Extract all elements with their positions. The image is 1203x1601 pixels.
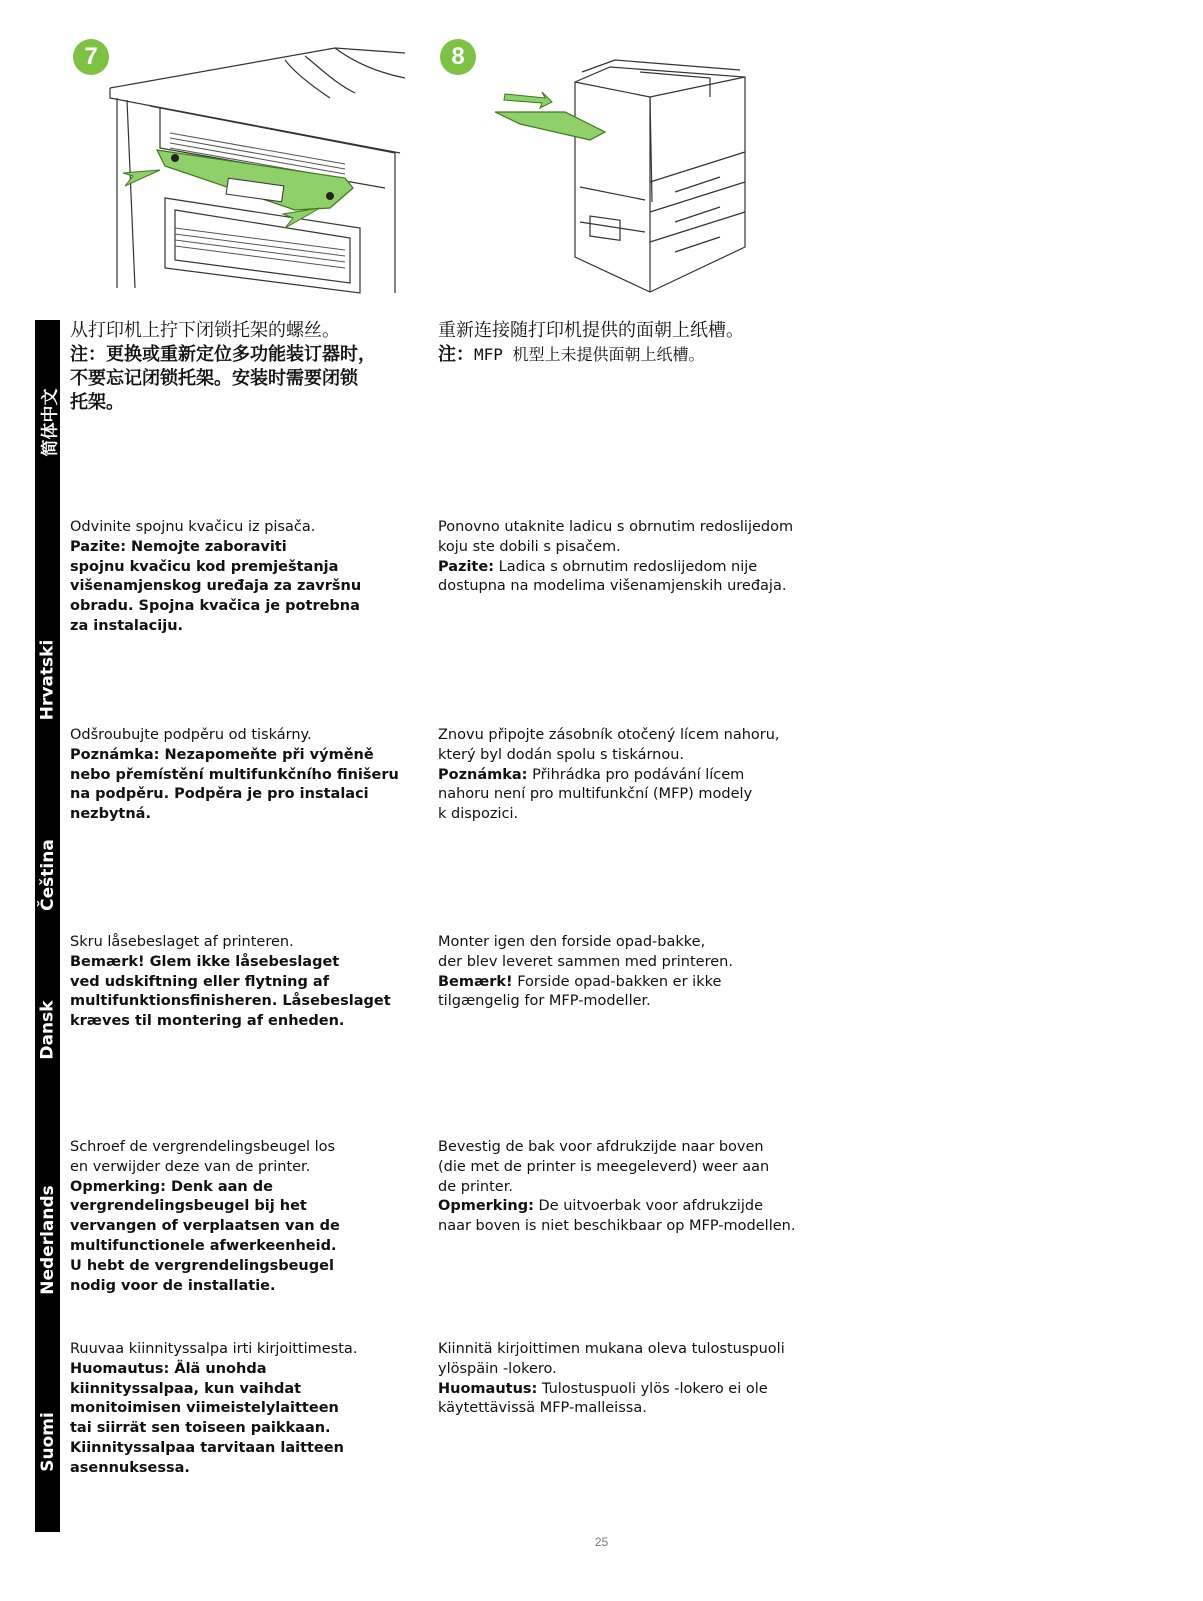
language-label: Nederlands	[37, 1185, 58, 1295]
language-label: Suomi	[37, 1412, 58, 1472]
left-instructions: Skru låsebeslaget af printeren. Bemærk! Glem ikke låsebeslaget ved udskiftning eller flytning af multifunktionsfinisheren. Låsebeslaget kræves til montering af enheden.	[70, 934, 391, 1030]
step-8-badge: 8	[440, 39, 476, 75]
left-instructions: Odšroubujte podpěru od tiskárny. Poznámka: Nezapomeňte při výměně nebo přemístění multifunkčního finišeru na podpěru. Podpěra je pro instalaci nezbytná.	[70, 727, 399, 823]
face-up-tray-illustration	[490, 52, 750, 302]
right-instructions: 重新连接随打印机提供的面朝上纸槽。 注：MFP 机型上未提供面朝上纸槽。	[438, 320, 744, 365]
page-number: 25	[594, 1535, 609, 1549]
left-instructions: 从打印机上拧下闭锁托架的螺丝。 注：更换或重新定位多功能装订器时， 不要忘记闭锁托架。安装时需要闭锁 托架。	[70, 320, 376, 413]
bracket-removal-illustration	[105, 38, 405, 300]
right-instructions: Bevestig de bak voor afdrukzijde naar boven (die met de printer is meegeleverd) weer aan de printer. Opmerking: De uitvoerbak voor afdrukzijde naar boven is niet beschikbaar op MFP-modellen.	[438, 1139, 796, 1235]
language-label: Čeština	[37, 839, 58, 911]
step-7-badge: 7	[73, 39, 109, 75]
right-instructions: Znovu připojte zásobník otočený lícem nahoru, který byl dodán spolu s tiskárnou. Poznámka: Přihrádka pro podávání lícem nahoru není pro multifunkční (MFP) modely k dispozici.	[438, 727, 780, 823]
language-label: Hrvatski	[37, 639, 58, 721]
language-label: Dansk	[37, 1000, 58, 1060]
left-instructions: Odvinite spojnu kvačicu iz pisača. Pazite: Nemojte zaboraviti spojnu kvačicu kod premještanja višenamjenskog uređaja za završnu obradu. Spojna kvačica je potrebna za instalaciju.	[70, 519, 362, 634]
right-instructions: Ponovno utaknite ladicu s obrnutim redoslijedom koju ste dobili s pisačem. Pazite: Ladica s obrnutim redoslijedom nije dostupna na modelima višenamjenskih uređaja.	[438, 519, 794, 595]
left-instructions: Ruuvaa kiinnityssalpa irti kirjoittimesta. Huomautus: Älä unohda kiinnityssalpaa, kun vaihdat monitoimisen viimeistelylaitteen tai siirrät sen toiseen paikkaan. Kiinnityssalpaa tarvitaan laitteen asennuksessa.	[70, 1341, 358, 1476]
left-instructions: Schroef de vergrendelingsbeugel los en verwijder deze van de printer. Opmerking: Denk aan de vergrendelingsbeugel bij het vervangen of verplaatsen van de multifunctionele afwerkeenheid. U hebt de vergrendelingsbeugel nodig voor de installatie.	[70, 1139, 340, 1294]
language-label: 简体中文	[40, 388, 60, 457]
right-instructions: Kiinnitä kirjoittimen mukana oleva tulostuspuoli ylöspäin -lokero. Huomautus: Tulostuspuoli ylös -lokero ei ole käytettävissä MFP-malleissa.	[438, 1341, 785, 1417]
right-instructions: Monter igen den forside opad-bakke, der blev leveret sammen med printeren. Bemærk! Forside opad-bakken er ikke tilgængelig for MFP-modeller.	[438, 934, 733, 1010]
